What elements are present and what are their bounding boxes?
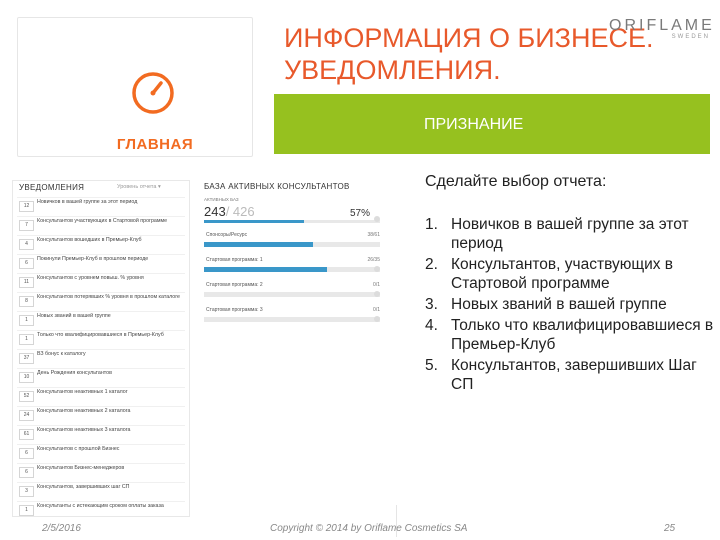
- base-percent: 57%: [350, 208, 371, 219]
- notification-row[interactable]: [17, 501, 185, 517]
- notification-text: Консультантов неактивных 3 каталога: [37, 427, 131, 433]
- title-line-1: ИНФОРМАЦИЯ О БИЗНЕСЕ.: [284, 23, 654, 53]
- base-row-track: [204, 317, 380, 322]
- base-count-total: / 426: [225, 204, 255, 219]
- base-row-fill: [204, 267, 327, 272]
- report-item-number: 1.: [425, 216, 438, 233]
- footer-copyright: Copyright © 2014 by Oriflame Cosmetics SA: [270, 523, 468, 534]
- notification-row[interactable]: [17, 235, 185, 251]
- notification-text: День Рождения консультантов: [37, 370, 112, 376]
- home-label: ГЛАВНАЯ: [116, 136, 194, 153]
- notification-text: Консультантов, завершивших шаг СП: [37, 484, 130, 490]
- report-item-text: Новых званий в вашей группе: [451, 296, 667, 313]
- oriflame-logo: ORIFLAME: [609, 17, 715, 34]
- notification-text: Консультантов вошедших в Премьер-Клуб: [37, 237, 142, 243]
- base-row-value: 38/61: [367, 232, 380, 238]
- report-level-dropdown[interactable]: Уровень отчета ▾: [117, 184, 161, 190]
- notification-row[interactable]: [17, 463, 185, 479]
- base-row[interactable]: [204, 282, 380, 300]
- base-row-track: [204, 292, 380, 297]
- base-row-label: Стартовая программа: 2: [206, 282, 263, 288]
- scroll-marker[interactable]: [374, 316, 380, 322]
- notification-text: Консультантов участвующих в Стартовой программе: [37, 218, 168, 224]
- base-row-label: Стартовая программа: 3: [206, 307, 263, 313]
- notification-text: Покинули Премьер-Клуб в прошлом периоде: [37, 256, 149, 262]
- notification-count-badge: 12: [19, 201, 34, 212]
- report-item[interactable]: [425, 255, 715, 293]
- notification-row[interactable]: [17, 406, 185, 422]
- notification-text: Новых званий в вашей группе: [37, 313, 111, 319]
- base-row-label: Спонсоры/Ресурс: [206, 232, 248, 238]
- report-item-text: Новичков в вашей группе за этот период: [451, 216, 689, 252]
- report-item-number: 5.: [425, 357, 438, 374]
- notification-row[interactable]: [17, 273, 185, 289]
- notification-row[interactable]: [17, 254, 185, 270]
- notification-text: Новичков в вашей группе за этот период: [37, 199, 138, 205]
- notification-count-badge: 8: [19, 296, 34, 307]
- notification-count-badge: 3: [19, 486, 34, 497]
- notification-count-badge: 61: [19, 429, 34, 440]
- notification-text: Только что квалифицировавшиеся в Премьер-Клуб: [37, 332, 164, 338]
- scroll-marker[interactable]: [374, 216, 380, 222]
- base-row-label: Стартовая программа: 1: [206, 257, 263, 263]
- notification-row[interactable]: [17, 482, 185, 498]
- oriflame-logo-sub: SWEDEN: [671, 34, 710, 40]
- notification-count-badge: 52: [19, 391, 34, 402]
- report-list: [425, 215, 715, 396]
- report-item[interactable]: [425, 295, 715, 314]
- report-item-number: 4.: [425, 317, 438, 334]
- notifications-panel: [12, 180, 190, 517]
- base-row-value: 26/35: [367, 257, 380, 263]
- notification-row[interactable]: [17, 216, 185, 232]
- active-base-panel: [200, 180, 382, 330]
- home-card[interactable]: [17, 17, 253, 157]
- scroll-marker[interactable]: [374, 291, 380, 297]
- notification-count-badge: 1: [19, 505, 34, 516]
- notification-count-badge: 11: [19, 277, 34, 288]
- notification-count-badge: 1: [19, 334, 34, 345]
- notification-count-badge: 6: [19, 448, 34, 459]
- base-row-fill: [204, 242, 313, 247]
- report-item-number: 2.: [425, 256, 438, 273]
- notification-count-badge: 37: [19, 353, 34, 364]
- base-count-value: 243: [204, 204, 226, 219]
- footer-date: 2/5/2016: [42, 523, 81, 534]
- notification-count-badge: 10: [19, 372, 34, 383]
- notification-text: Консультантов с уровнем повыш. % уровня: [37, 275, 144, 281]
- notification-row[interactable]: [17, 368, 185, 384]
- base-row[interactable]: [204, 232, 380, 250]
- report-item[interactable]: [425, 215, 715, 253]
- speedometer-icon: [128, 68, 178, 118]
- notification-row[interactable]: [17, 349, 185, 365]
- report-item-text: Консультантов, участвующих в Стартовой программе: [451, 256, 674, 292]
- report-item-text: Только что квалифицировавшиеся в Премьер-Клуб: [451, 317, 714, 353]
- notification-text: ВЗ бонус к каталогу: [37, 351, 86, 357]
- notification-text: Консультантов потерявших % уровня в прошлом каталоге: [37, 294, 180, 300]
- base-title: БАЗА АКТИВНЫХ КОНСУЛЬТАНТОВ: [204, 182, 350, 191]
- base-percent-fill: [204, 220, 304, 223]
- base-percent-track: [204, 220, 380, 223]
- notification-text: Консультанты с истекающим сроком оплаты заказа: [37, 503, 164, 509]
- notification-row[interactable]: [17, 425, 185, 441]
- base-row-track: [204, 267, 380, 272]
- report-prompt: Сделайте выбор отчета:: [425, 173, 607, 190]
- report-item-number: 3.: [425, 296, 438, 313]
- notification-count-badge: 6: [19, 258, 34, 269]
- notification-count-badge: 7: [19, 220, 34, 231]
- report-item-text: Консультантов, завершивших Шаг СП: [451, 357, 697, 393]
- scroll-marker[interactable]: [374, 266, 380, 272]
- notifications-title: УВЕДОМЛЕНИЯ: [19, 183, 85, 192]
- footer-page-number: 25: [664, 523, 676, 534]
- report-item[interactable]: [425, 356, 715, 394]
- notification-row[interactable]: [17, 197, 185, 213]
- notification-text: Консультантов неактивных 2 каталога: [37, 408, 131, 414]
- notification-count-badge: 4: [19, 239, 34, 250]
- base-row-value: 0/1: [373, 307, 380, 313]
- notification-count-badge: 24: [19, 410, 34, 421]
- notification-count-badge: 6: [19, 467, 34, 478]
- notification-row[interactable]: [17, 330, 185, 346]
- title-line-2: УВЕДОМЛЕНИЯ.: [284, 55, 501, 85]
- recognition-label: ПРИЗНАНИЕ: [424, 116, 524, 133]
- base-sublabel: АКТИВНЫХ БАЗ: [204, 197, 239, 202]
- report-item[interactable]: [425, 316, 715, 354]
- base-row-value: 0/1: [373, 282, 380, 288]
- base-row-track: [204, 242, 380, 247]
- notification-row[interactable]: [17, 311, 185, 327]
- notification-text: Консультантов неактивных 1 каталог: [37, 389, 128, 395]
- base-row[interactable]: [204, 257, 380, 275]
- notification-row[interactable]: [17, 444, 185, 460]
- notification-text: Консультантов Бизнес-менеджеров: [37, 465, 125, 471]
- base-count: [204, 204, 255, 219]
- notification-text: Консультантов с прошлой Бизнес: [37, 446, 120, 452]
- notification-count-badge: 1: [19, 315, 34, 326]
- notification-row[interactable]: [17, 292, 185, 308]
- notification-row[interactable]: [17, 387, 185, 403]
- base-row[interactable]: [204, 307, 380, 325]
